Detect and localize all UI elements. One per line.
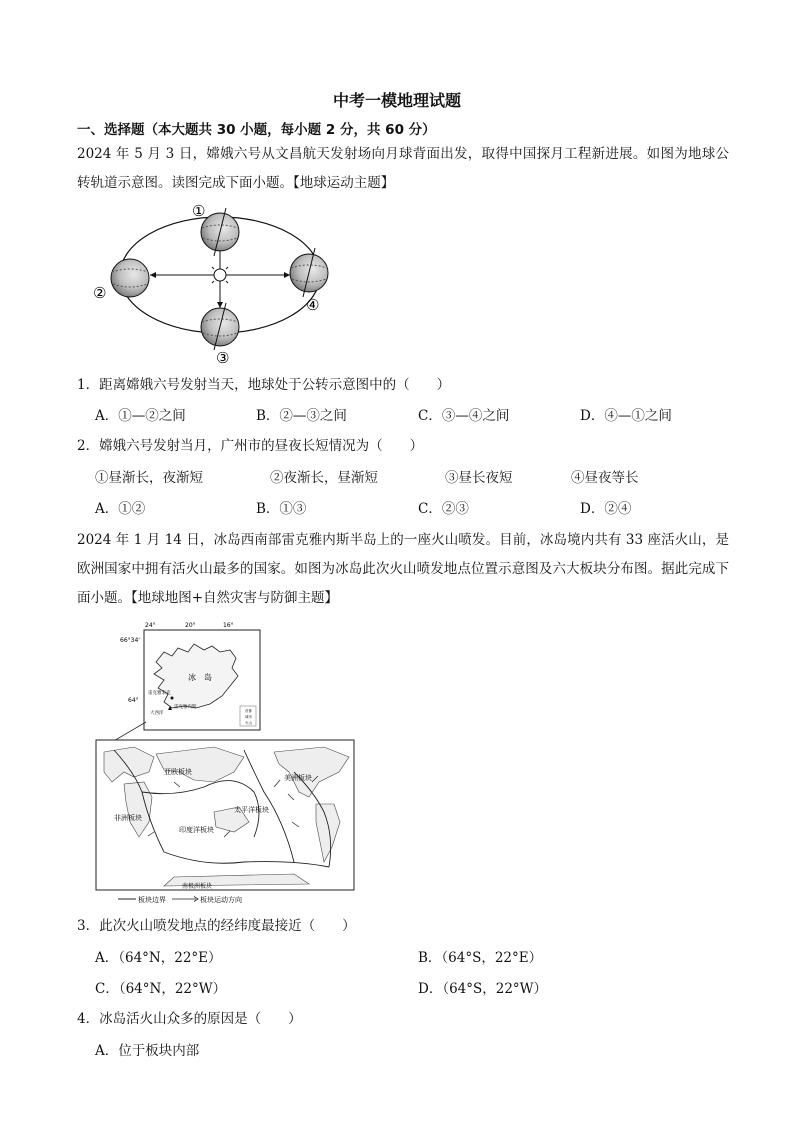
legend-motion-label: 板块运动方向 (200, 896, 242, 904)
iceland-and-plates-map (94, 622, 360, 904)
lon-label-24: 24° (145, 622, 156, 629)
q1-option-a[interactable]: A．①—②之间 (95, 408, 186, 424)
q2-item-4: ④昼夜等长 (571, 470, 639, 486)
question-1-stem: 1．距离嫦娥六号发射当天，地球处于公转示意图中的（ ） (77, 377, 451, 393)
intro-paragraph-2: 2024 年 1 月 14 日，冰岛西南部雷克雅内斯半岛上的一座火山喷发。目前，冰岛境内共有 33 座活火山，是欧洲国家中拥有活火山最多的国家。如图为冰岛此次火山喷发地点位置示意图及六大板块分布图。据此完成下面小题。【地球地图+自然灾害与防御主题】 (77, 532, 729, 606)
section-heading: 一、选择题（本大题共 30 小题，每小题 2 分，共 60 分） (77, 122, 436, 138)
q2-option-d[interactable]: D．②④ (580, 501, 632, 517)
q2-item-3: ③昼长夜短 (445, 470, 513, 486)
earth-globe-4 (290, 248, 328, 297)
q2-option-a[interactable]: A．①② (95, 501, 146, 517)
plate-label-eurasian: 亚欧板块 (164, 768, 192, 776)
legend-city: 城市 (245, 715, 252, 719)
question-3-stem: 3．此次火山喷发地点的经纬度最接近（ ） (77, 918, 356, 934)
legend-boundary-label: 板块边界 (138, 896, 166, 904)
earth-globe-2 (111, 259, 149, 297)
q3-option-a[interactable]: A．（64°N，22°E） (95, 950, 222, 966)
earth-globe-3 (201, 303, 239, 350)
intro-paragraph-1: 2024 年 5 月 3 日，嫦娥六号从文昌航天发射场向月球背面出发，取得中国探月工程新进展。如图为地球公转轨道示意图。读图完成下面小题。【地球运动主题】 (77, 146, 729, 191)
iceland-inset-map (120, 622, 260, 730)
lon-label-20: 20° (185, 622, 196, 629)
page-title: 中考一模地理试题 (332, 91, 461, 110)
q4-option-a[interactable]: A．位于板块内部 (95, 1043, 200, 1059)
orbit-label-2: ② (93, 284, 107, 302)
earth-globe-1 (201, 208, 239, 256)
q3-option-d[interactable]: D．（64°S，22°W） (418, 981, 548, 997)
q1-option-b[interactable]: B．②—③之间 (256, 408, 347, 424)
atlantic-label: 大西洋 (150, 711, 164, 716)
plate-label-pacific: 太平洋板块 (234, 806, 269, 814)
question-2-stem: 2．嫦娥六号发射当月，广州市的昼夜长短情况为（ ） (77, 438, 424, 454)
q2-option-c[interactable]: C．②③ (418, 501, 469, 517)
lon-label-16: 16° (223, 622, 234, 629)
lat-label-bottom: 64° (128, 697, 139, 704)
orbit-label-4: ④ (306, 296, 320, 314)
iceland-label: 冰 岛 (188, 673, 212, 682)
orbit-label-1: ① (192, 202, 206, 220)
legend-volcano: 火山 (245, 721, 252, 725)
reykjavik-label: 雷克雅未克 (148, 691, 171, 696)
world-plates-map (96, 740, 354, 890)
orbit-label-3: ③ (216, 349, 230, 367)
q2-item-1: ①昼渐长，夜渐短 (95, 470, 203, 486)
plate-label-american: 美洲板块 (284, 774, 312, 782)
plate-label-indian: 印度洋板块 (179, 826, 214, 834)
q1-option-d[interactable]: D．④—①之间 (580, 408, 672, 424)
map-legend (118, 895, 242, 904)
q1-option-c[interactable]: C．③—④之间 (418, 408, 510, 424)
legend-capital: 首都 (245, 709, 252, 713)
question-4-stem: 4．冰岛活火山众多的原因是（ ） (77, 1011, 302, 1027)
q2-option-b[interactable]: B．①③ (256, 501, 307, 517)
reykjanes-label: 雷克雅内斯 (174, 705, 197, 710)
q2-item-2: ②夜渐长，昼渐短 (270, 470, 378, 486)
q3-option-c[interactable]: C．（64°N，22°W） (95, 981, 227, 997)
plate-label-african: 非洲板块 (114, 814, 142, 822)
q3-option-b[interactable]: B．（64°S，22°E） (418, 950, 543, 966)
lat-label-top: 66°34' (120, 637, 140, 644)
plate-label-antarctic: 南极洲板块 (182, 883, 213, 890)
earth-orbit-diagram (90, 200, 340, 370)
